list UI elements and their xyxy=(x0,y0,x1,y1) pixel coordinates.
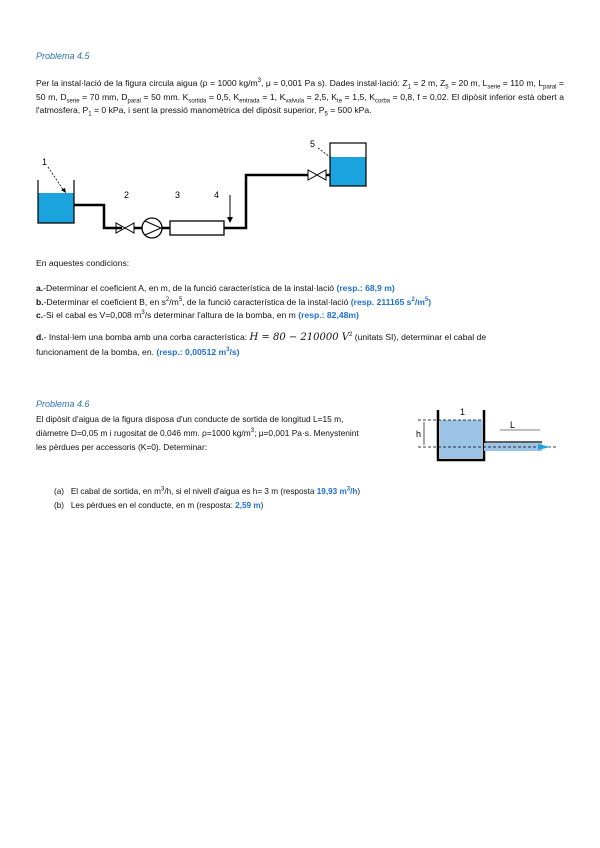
label-h: h xyxy=(416,429,422,439)
conditions-heading: En aquestes condicions: xyxy=(36,258,130,268)
problem-4-5-statement: Per la instal·lació de la figura circula aigua (ρ = 1000 $kg/m^3$, μ = 0,001 Pa s). Dades instal·lació: $Z_1 = 2$ m, $Z_5 = 20$ m, $L_{serie} = 110$ m, $L_{paral} = 50$ m, $D_{serie} = 70$ mm, $D_{paral} = 50$ mm. $K_{sortida} = 0,5$, $K_{entrada} = 1$, $K_{valvula} = 2,5$, $K_{te} = 1,5$, $K_{corba} = 0,8$, f = 0,02. El dipòsit inferior està obert a l'atmosfera, $P_1 = 0$ kPa, i sent la pressió manomètrica del dipòsit superior, $P_5 = 500$ kPa. xyxy=(36,78,565,118)
statement-line-2: diàmetre D=0,05 m i rugositat de 0,046 mm. ρ=1000 $kg/m^3$; μ=0,001 Pa·s. Menystenint xyxy=(36,428,359,438)
question-4-6-a: (a) El cabal de sortida, en $m^3/h$, si el nivell d'aigua es h= 3 m (resposta 19,93 $m^3/h$) xyxy=(54,486,361,496)
label-L: L xyxy=(510,420,516,430)
upper-tank-water xyxy=(330,157,366,186)
problem-4-6-statement xyxy=(36,412,398,454)
pipe-segment-4 xyxy=(224,175,308,228)
label-4: 4 xyxy=(214,190,220,200)
question-a: a.-Determinar el coeficient A, en m, de la funció característica de la instal·lació (resp.: 68,9 m) xyxy=(36,283,395,293)
label-1: 1 xyxy=(460,407,466,417)
question-c: c.-Si el cabal es V=0,008 $m^3/s$ determinar l'altura de la bomba, en m (resp.: 82,48m) xyxy=(36,310,359,320)
question-d: d.- Instal·lem una bomba amb una corba característica: H = 80 − 210000 $V^2$ (unitats SI), determinar el cabal de funcionament de la bomba, en. (resp.: 0,00512 $m^3/s$) xyxy=(36,332,487,357)
flow-arrow xyxy=(538,444,550,450)
statement-line-3: les pèrdues per accessoris (K=0). Determinar: xyxy=(36,442,208,452)
question-b: b.-Determinar el coeficient B, en $s^2/m^5$, de la funció característica de la instal·lació (resp. 211165 $s^2/m^5$) xyxy=(36,297,432,307)
pipe-segment-1 xyxy=(74,205,122,228)
installation-diagram xyxy=(30,135,380,245)
label-3: 3 xyxy=(175,190,181,200)
lower-tank-water xyxy=(38,193,74,223)
problem-4-6-title: Problema 4.6 xyxy=(36,399,90,409)
question-4-6-b: (b) Les pèrdues en el conducte, en m (resposta: 2,59 m) xyxy=(54,501,264,510)
label-5: 5 xyxy=(310,139,316,149)
tank-water xyxy=(440,420,482,458)
tank-outlet-diagram xyxy=(408,400,568,470)
valve-icon xyxy=(308,170,326,180)
label-2: 2 xyxy=(124,190,130,200)
statement-line-1: El dipòsit d'aigua de la figura disposa d'un conducte de sortida de longitud L=15 m, xyxy=(36,414,344,424)
label-1: 1 xyxy=(42,157,48,167)
problem-4-5-title: Problema 4.5 xyxy=(36,51,90,61)
pipe-element-3 xyxy=(170,221,224,235)
